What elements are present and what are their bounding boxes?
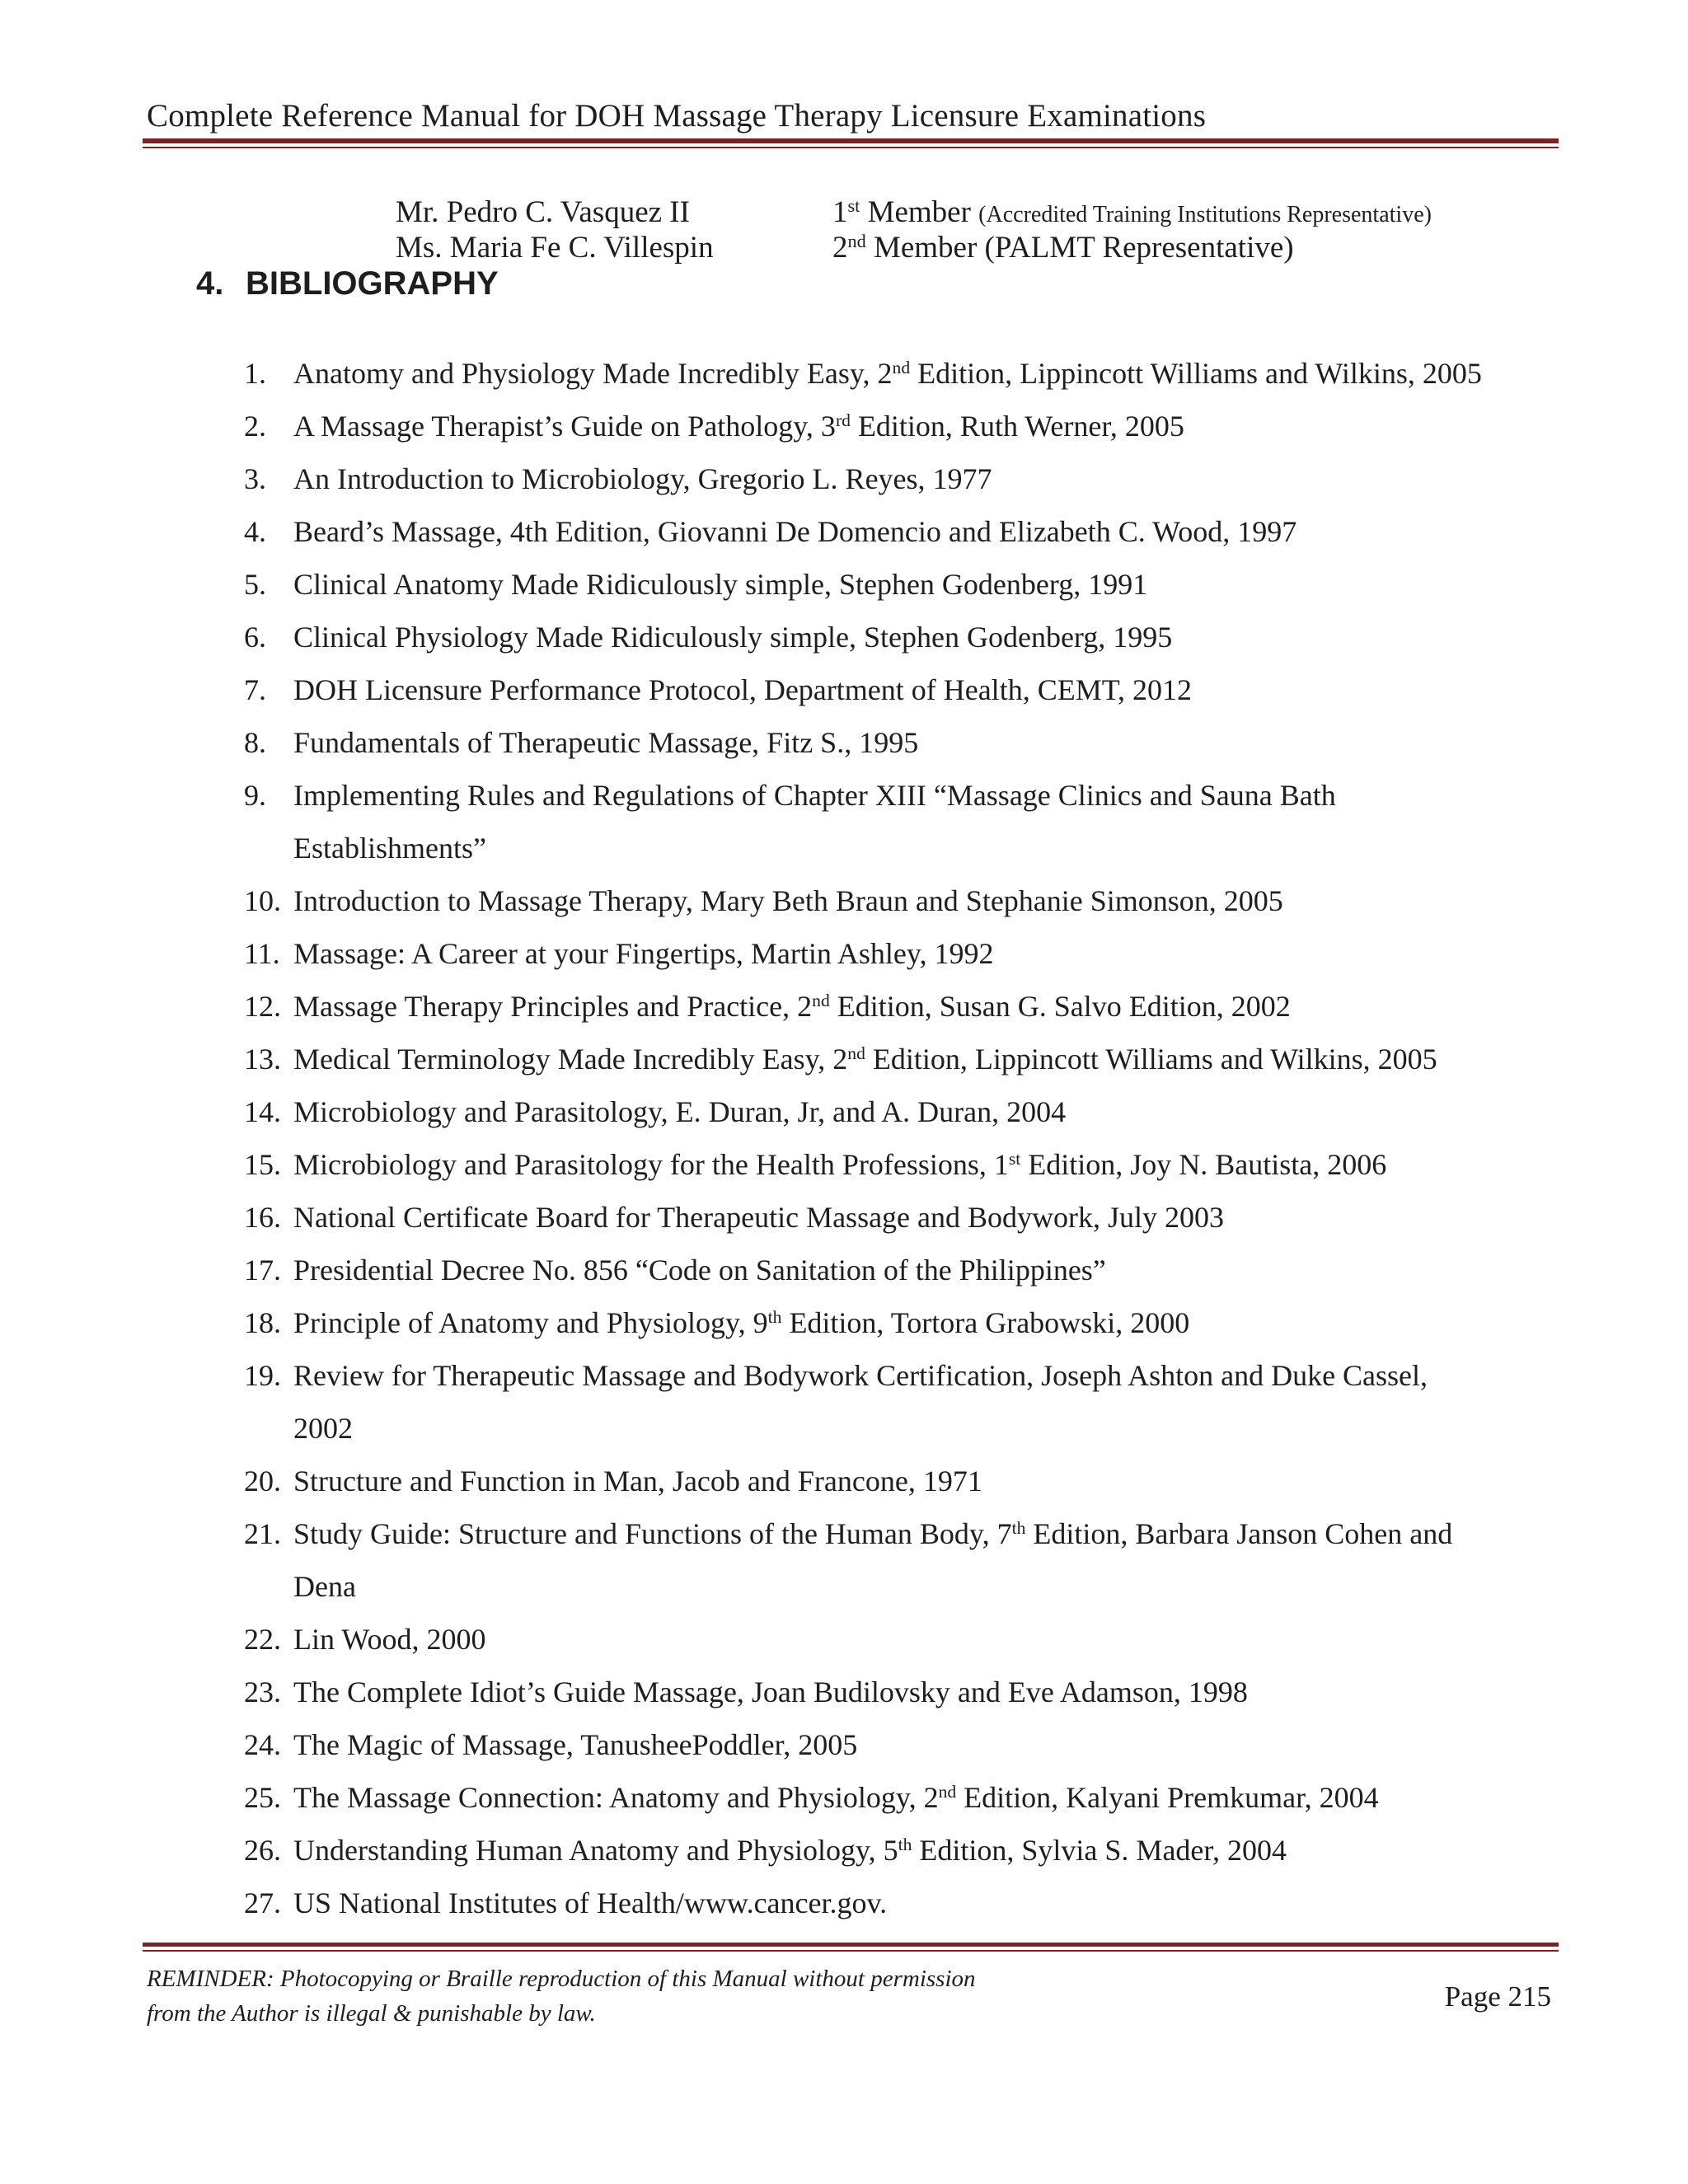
- section-title: BIBLIOGRAPHY: [246, 265, 499, 302]
- bibliography-entry: [0, 1613, 1546, 1666]
- bibliography-entry: [0, 1349, 1546, 1455]
- bibliography-entry: [0, 663, 1546, 716]
- entry-line: [293, 1191, 1546, 1244]
- entry-text: Presidential Decree No. 856 “Code on Sanitation of the Philippines”: [293, 1254, 1106, 1286]
- ordinal-suffix: th: [1011, 1518, 1026, 1539]
- entry-text: Microbiology and Parasitology, E. Duran, Jr, and A. Duran, 2004: [293, 1095, 1067, 1128]
- entry-line: [293, 1349, 1546, 1402]
- entry-text: Introduction to Massage Therapy, Mary Beth Braun and Stephanie Simonson, 2005: [293, 884, 1283, 917]
- entry-number: 25.: [244, 1781, 281, 1814]
- bibliography-entry: [0, 400, 1546, 452]
- entry-line: [293, 400, 1546, 452]
- bibliography-entry: [0, 1191, 1546, 1244]
- entry-text: National Certificate Board for Therapeutic Massage and Bodywork, July 2003: [293, 1201, 1225, 1234]
- entry-line: [293, 716, 1546, 769]
- entry-line: [293, 558, 1546, 611]
- entry-text: Clinical Physiology Made Ridiculously simple, Stephen Godenberg, 1995: [293, 621, 1173, 654]
- entry-number: 11.: [244, 937, 280, 970]
- entry-line: [293, 1244, 1546, 1296]
- entry-text: Edition, Susan G. Salvo Edition, 2002: [829, 990, 1291, 1023]
- member-role-text: Member (PALMT Representative): [873, 231, 1294, 265]
- entry-line: [293, 1085, 1546, 1138]
- bibliography-entry: [0, 347, 1546, 400]
- ordinal-suffix: rd: [835, 410, 851, 431]
- entry-number: 26.: [244, 1834, 281, 1867]
- ordinal-suffix: nd: [812, 991, 830, 1011]
- entry-text: Edition, Kalyani Premkumar, 2004: [956, 1781, 1379, 1814]
- header-rule-thin: [143, 147, 1559, 148]
- bibliography-entry: [0, 505, 1546, 558]
- entry-line: [293, 822, 1546, 874]
- bibliography-entry: [0, 1296, 1546, 1349]
- entry-text: Edition, Lippincott Williams and Wilkins, 2005: [865, 1043, 1437, 1076]
- entry-text: 2002: [293, 1412, 353, 1445]
- entry-text: Structure and Function in Man, Jacob and Francone, 1971: [293, 1465, 982, 1497]
- entry-number: 24.: [244, 1728, 281, 1761]
- entry-text: Implementing Rules and Regulations of Chapter XIII “Massage Clinics and Sauna Bath: [293, 779, 1336, 812]
- entry-line: [293, 874, 1546, 927]
- bibliography-entry: [0, 1877, 1546, 1929]
- entry-text: The Complete Idiot’s Guide Massage, Joan Budilovsky and Eve Adamson, 1998: [293, 1675, 1248, 1708]
- member-role-note: (Accredited Training Institutions Representative): [978, 202, 1432, 227]
- entry-line: [293, 1560, 1546, 1613]
- member-name: Mr. Pedro C. Vasquez II: [396, 195, 690, 229]
- ordinal-suffix: nd: [847, 1043, 865, 1064]
- member-role-text: Member: [867, 195, 971, 229]
- entry-text: Massage: A Career at your Fingertips, Martin Ashley, 1992: [293, 937, 994, 970]
- entry-text: Edition, Lippincott Williams and Wilkins, 2005: [910, 357, 1482, 390]
- entry-text: US National Institutes of Health/www.cancer.gov.: [293, 1886, 888, 1919]
- ordinal-suffix: th: [898, 1835, 912, 1855]
- bibliography-entry: [0, 1033, 1546, 1085]
- bibliography-entry: [0, 874, 1546, 927]
- entry-number: 14.: [244, 1095, 281, 1128]
- entry-number: 4.: [244, 515, 266, 548]
- entry-line: [293, 1296, 1546, 1349]
- entry-text: A Massage Therapist’s Guide on Pathology, 3: [293, 410, 836, 443]
- entry-line: [293, 1666, 1546, 1718]
- entry-number: 6.: [244, 621, 266, 654]
- entry-number: 10.: [244, 884, 281, 917]
- entry-text: Principle of Anatomy and Physiology, 9: [293, 1306, 768, 1339]
- entry-line: [293, 452, 1546, 505]
- entry-line: [293, 663, 1546, 716]
- ordinal-suffix: nd: [938, 1782, 957, 1802]
- entry-number: 23.: [244, 1675, 281, 1708]
- entry-number: 16.: [244, 1201, 281, 1234]
- bibliography-entry: [0, 1244, 1546, 1296]
- entry-text: Edition, Joy N. Bautista, 2006: [1020, 1148, 1387, 1181]
- entry-number: 27.: [244, 1886, 281, 1919]
- entry-line: [293, 1613, 1546, 1666]
- bibliography-entry: [0, 1666, 1546, 1718]
- member-role: [832, 230, 1294, 265]
- footer-rule-thin: [143, 1950, 1559, 1952]
- bibliography-entry: [0, 1718, 1546, 1771]
- entry-text: Study Guide: Structure and Functions of the Human Body, 7: [293, 1517, 1012, 1550]
- footer-rule-thick: [143, 1943, 1559, 1947]
- entry-number: 1.: [244, 357, 266, 390]
- entry-text: Massage Therapy Principles and Practice, 2: [293, 990, 813, 1023]
- entry-text: Establishments”: [293, 832, 486, 865]
- entry-text: Edition, Tortora Grabowski, 2000: [781, 1306, 1190, 1339]
- bibliography-entry: [0, 927, 1546, 980]
- reminder-line: from the Author is illegal & punishable by law.: [147, 2000, 596, 2027]
- member-ordinal: 2: [832, 231, 848, 265]
- entry-text: Edition, Sylvia S. Mader, 2004: [912, 1834, 1287, 1867]
- bibliography-entry: [0, 558, 1546, 611]
- entry-line: [293, 1718, 1546, 1771]
- entry-text: Understanding Human Anatomy and Physiology, 5: [293, 1834, 898, 1867]
- reminder-note: [147, 1961, 976, 2031]
- entry-number: 5.: [244, 568, 266, 601]
- ordinal-suffix: nd: [892, 358, 911, 378]
- bibliography-entry: [0, 1507, 1546, 1613]
- entry-number: 13.: [244, 1043, 281, 1076]
- section-number: 4.: [196, 265, 224, 302]
- entry-number: 19.: [244, 1359, 281, 1392]
- member-role: [832, 194, 1432, 230]
- ordinal-suffix: nd: [847, 230, 866, 251]
- section-heading: [196, 265, 499, 302]
- entry-text: The Massage Connection: Anatomy and Physiology, 2: [293, 1781, 939, 1814]
- bibliography-entry: [0, 1824, 1546, 1877]
- entry-number: 3.: [244, 462, 266, 495]
- entry-text: Microbiology and Parasitology for the Health Professions, 1: [293, 1148, 1009, 1181]
- bibliography-list: [0, 347, 1546, 1929]
- page-number: Page 215: [1444, 1980, 1551, 2013]
- entry-line: [293, 1138, 1546, 1191]
- bibliography-entry: [0, 716, 1546, 769]
- member-ordinal: 1: [832, 195, 848, 229]
- entry-line: [293, 1402, 1546, 1455]
- bibliography-entry: [0, 1138, 1546, 1191]
- bibliography-entry: [0, 611, 1546, 663]
- bibliography-entry: [0, 1455, 1546, 1507]
- entry-number: 9.: [244, 779, 266, 812]
- entry-text: Clinical Anatomy Made Ridiculously simple, Stephen Godenberg, 1991: [293, 568, 1148, 601]
- entry-line: [293, 927, 1546, 980]
- reminder-line: REMINDER: Photocopying or Braille reproduction of this Manual without permission: [147, 1966, 976, 1992]
- entry-text: Anatomy and Physiology Made Incredibly Easy, 2: [293, 357, 893, 390]
- entry-text: Medical Terminology Made Incredibly Easy, 2: [293, 1043, 848, 1076]
- bibliography-entry: [0, 452, 1546, 505]
- entry-text: Review for Therapeutic Massage and Bodywork Certification, Joseph Ashton and Duke Cassel,: [293, 1359, 1428, 1392]
- member-name: Ms. Maria Fe C. Villespin: [396, 231, 714, 265]
- entry-number: 15.: [244, 1148, 281, 1181]
- entry-line: [293, 980, 1546, 1033]
- entry-line: [293, 505, 1546, 558]
- entry-line: [293, 769, 1546, 822]
- bibliography-entry: [0, 1085, 1546, 1138]
- entry-line: [293, 1033, 1546, 1085]
- entry-line: [293, 611, 1546, 663]
- entry-number: 21.: [244, 1517, 281, 1550]
- entry-number: 8.: [244, 726, 266, 759]
- entry-number: 22.: [244, 1623, 281, 1656]
- entry-line: [293, 347, 1546, 400]
- entry-line: [293, 1507, 1546, 1560]
- entry-text: The Magic of Massage, TanusheePoddler, 2005: [293, 1728, 858, 1761]
- bibliography-entry: [0, 769, 1546, 874]
- bibliography-entry: [0, 980, 1546, 1033]
- entry-text: Edition, Barbara Janson Cohen and: [1025, 1517, 1453, 1550]
- entry-number: 2.: [244, 410, 266, 443]
- entry-number: 7.: [244, 673, 266, 706]
- entry-number: 17.: [244, 1254, 281, 1286]
- entry-text: An Introduction to Microbiology, Gregorio L. Reyes, 1977: [293, 462, 992, 495]
- entry-text: Edition, Ruth Werner, 2005: [850, 410, 1184, 443]
- entry-text: Fundamentals of Therapeutic Massage, Fitz S., 1995: [293, 726, 919, 759]
- entry-line: [293, 1455, 1546, 1507]
- entry-number: 20.: [244, 1465, 281, 1497]
- entry-text: Beard’s Massage, 4th Edition, Giovanni De Domencio and Elizabeth C. Wood, 1997: [293, 515, 1297, 548]
- entry-line: [293, 1877, 1546, 1929]
- entry-text: DOH Licensure Performance Protocol, Department of Health, CEMT, 2012: [293, 673, 1193, 706]
- ordinal-suffix: st: [847, 194, 860, 216]
- entry-line: [293, 1824, 1546, 1877]
- entry-text: Dena: [293, 1570, 356, 1603]
- entry-line: [293, 1771, 1546, 1824]
- entry-text: Lin Wood, 2000: [293, 1623, 486, 1656]
- ordinal-suffix: th: [767, 1307, 782, 1328]
- bibliography-entry: [0, 1771, 1546, 1824]
- entry-number: 12.: [244, 990, 281, 1023]
- ordinal-suffix: st: [1008, 1149, 1021, 1169]
- header-rule-thick: [143, 138, 1559, 143]
- entry-number: 18.: [244, 1306, 281, 1339]
- running-header: Complete Reference Manual for DOH Massage Therapy Licensure Examinations: [147, 98, 1207, 134]
